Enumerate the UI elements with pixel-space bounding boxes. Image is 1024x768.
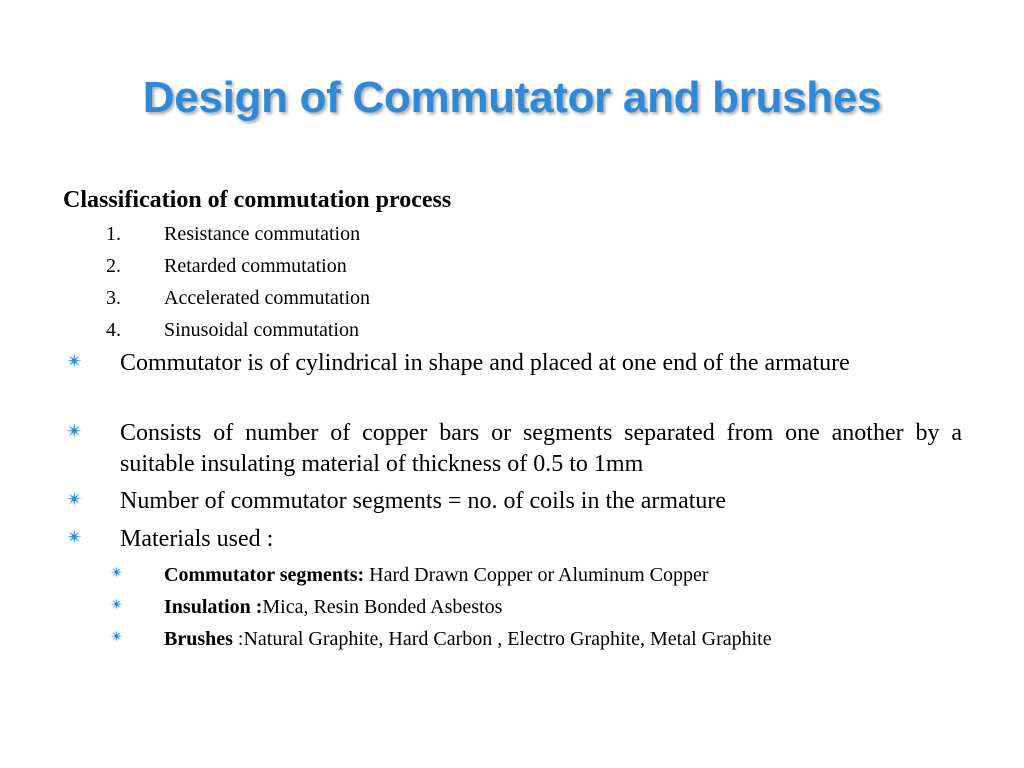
star-bullet-icon: ✴ xyxy=(110,595,124,614)
material-value: Mica, Resin Bonded Asbestos xyxy=(262,596,503,618)
classification-heading: Classification of commutation process xyxy=(63,187,452,213)
star-bullet-icon: ✴ xyxy=(110,563,124,582)
star-bullet-icon: ✴ xyxy=(66,349,83,373)
material-label: Brushes xyxy=(164,628,233,650)
list-item-text: Retarded commutation xyxy=(164,255,347,277)
star-bullet-icon: ✴ xyxy=(110,627,124,646)
star-bullet-icon: ✴ xyxy=(66,419,83,443)
material-value: :Natural Graphite, Hard Carbon , Electro Graphite, Metal Graphite xyxy=(232,628,772,650)
bullet-text: Commutator is of cylindrical in shape and placed at one end of the armature xyxy=(120,350,850,376)
star-bullet-icon: ✴ xyxy=(66,487,83,511)
material-value: Hard Drawn Copper or Aluminum Copper xyxy=(364,564,709,586)
material-label: Commutator segments: xyxy=(164,564,365,586)
material-label: Insulation : xyxy=(164,596,263,618)
list-item-text: Sinusoidal commutation xyxy=(164,319,359,341)
list-item-number: 2. xyxy=(106,255,121,277)
list-item-text: Accelerated commutation xyxy=(164,287,371,309)
list-item-number: 3. xyxy=(106,287,121,309)
material-text xyxy=(164,561,709,589)
star-bullet-icon: ✴ xyxy=(66,525,83,549)
material-text xyxy=(164,625,772,653)
bullet-text: Consists of number of copper bars or segments separated from one another by a suitable insulating material of thickness of 0.5 to 1mm xyxy=(120,420,962,477)
bullet-text: Materials used : xyxy=(120,526,274,552)
list-item-text: Resistance commutation xyxy=(164,223,361,245)
slide-title: Design of Commutator and brushes xyxy=(142,73,882,122)
list-item-number: 1. xyxy=(106,223,121,245)
material-text xyxy=(164,593,502,621)
list-item-number: 4. xyxy=(106,319,121,341)
bullet-text: Number of commutator segments = no. of coils in the armature xyxy=(120,488,727,514)
